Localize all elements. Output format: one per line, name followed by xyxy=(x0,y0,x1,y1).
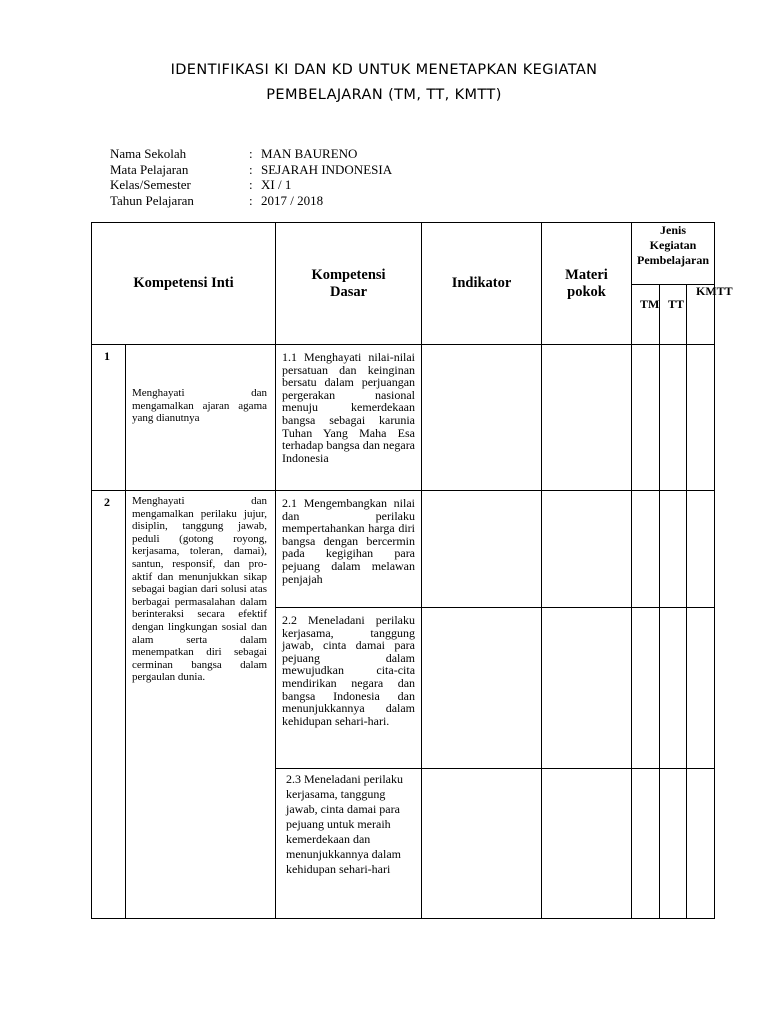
kd-text: 2.1 Mengembangkan nilai dan perilaku mempertahankan harga diri bangsa dengan bercermin pada kegigihan para pejuang dalam melawan penjajah xyxy=(276,491,422,608)
indikator-cell xyxy=(422,769,542,919)
tt-cell xyxy=(660,608,687,769)
header-indikator: Indikator xyxy=(422,223,542,345)
kmtt-cell xyxy=(687,491,715,608)
info-value: SEJARAH INDONESIA xyxy=(261,161,393,177)
tm-cell xyxy=(632,608,660,769)
ki-text: Menghayati dan mengamalkan perilaku jujur, disiplin, tanggung jawab, peduli (gotong royong, kerjasama, toleran, damai), santun, responsif, dan pro-aktif dan menunjukkan sikap sebagai bagian dari solusi atas berbagai permasalahan dalam berinteraksi secara efektif dengan lingkungan sosial dan alam serta dalam menempatkan diri sebagai cerminan bangsa dalam pergaulan dunia. xyxy=(126,491,276,919)
indikator-cell xyxy=(422,345,542,491)
info-value: XI / 1 xyxy=(261,177,292,192)
info-colon: : xyxy=(249,161,253,177)
tt-cell xyxy=(660,769,687,919)
indikator-cell xyxy=(422,608,542,769)
materi-cell xyxy=(542,608,632,769)
kmtt-cell xyxy=(687,345,715,491)
tt-cell xyxy=(660,345,687,491)
materi-cell xyxy=(542,345,632,491)
competency-table xyxy=(91,222,733,919)
tm-cell xyxy=(632,491,660,608)
header-kompetensi-dasar: Kompetensi Dasar xyxy=(276,223,422,345)
info-value: 2017 / 2018 xyxy=(261,192,324,208)
tt-cell xyxy=(660,491,687,608)
kmtt-cell xyxy=(687,769,715,919)
row-number: 1 xyxy=(92,345,126,491)
document-title-line-2: PEMBELAJARAN (TM, TT, KMTT) xyxy=(266,87,502,103)
table-row xyxy=(92,491,715,608)
materi-cell xyxy=(542,769,632,919)
row-number: 2 xyxy=(92,491,126,919)
info-value: MAN BAURENO xyxy=(261,146,358,161)
header-kompetensi-inti: Kompetensi Inti xyxy=(92,223,276,345)
tm-cell xyxy=(632,345,660,491)
table-row xyxy=(92,345,715,491)
info-colon: : xyxy=(249,192,253,208)
header-tm: TM xyxy=(632,285,660,345)
ki-text: Menghayati dan mengamalkan ajaran agama yang dianutnya xyxy=(126,345,276,491)
kd-text: 2.2 Meneladani perilaku kerjasama, tanggung jawab, cinta damai para pejuang dalam mewujudkan cita-cita mendirikan negara dan bangsa Indonesia dan menunjukkannya dalam kehidupan sehari-hari. xyxy=(276,608,422,769)
kmtt-cell xyxy=(687,608,715,769)
header-kmtt: KMTT xyxy=(687,285,715,345)
kd-text: 1.1 Menghayati nilai-nilai persatuan dan keinginan bersatu dalam perjuangan pergerakan nasional menuju kemerdekaan bangsa sebagai karunia Tuhan Yang Maha Esa terhadap bangsa dan negara Indonesia xyxy=(276,345,422,491)
info-label: Mata Pelajaran xyxy=(110,161,189,177)
info-colon: : xyxy=(249,177,253,192)
info-label: Tahun Pelajaran xyxy=(110,192,194,208)
info-colon: : xyxy=(249,146,253,161)
document-title-line-1: IDENTIFIKASI KI DAN KD UNTUK MENETAPKAN KEGIATAN xyxy=(170,62,598,78)
header-materi-pokok: Materi pokok xyxy=(542,223,632,345)
materi-cell xyxy=(542,491,632,608)
kd-text: 2.3 Meneladani perilaku kerjasama, tanggung jawab, cinta damai para pejuang untuk meraih kemerdekaan dan menunjukkannya dalam kehidupan sehari-hari xyxy=(276,769,422,919)
info-label: Nama Sekolah xyxy=(110,146,187,161)
indikator-cell xyxy=(422,491,542,608)
tm-cell xyxy=(632,769,660,919)
info-label: Kelas/Semester xyxy=(110,177,191,192)
header-tt: TT xyxy=(660,285,687,345)
header-jenis-kegiatan: Jenis Kegiatan Pembelajaran xyxy=(632,223,715,285)
